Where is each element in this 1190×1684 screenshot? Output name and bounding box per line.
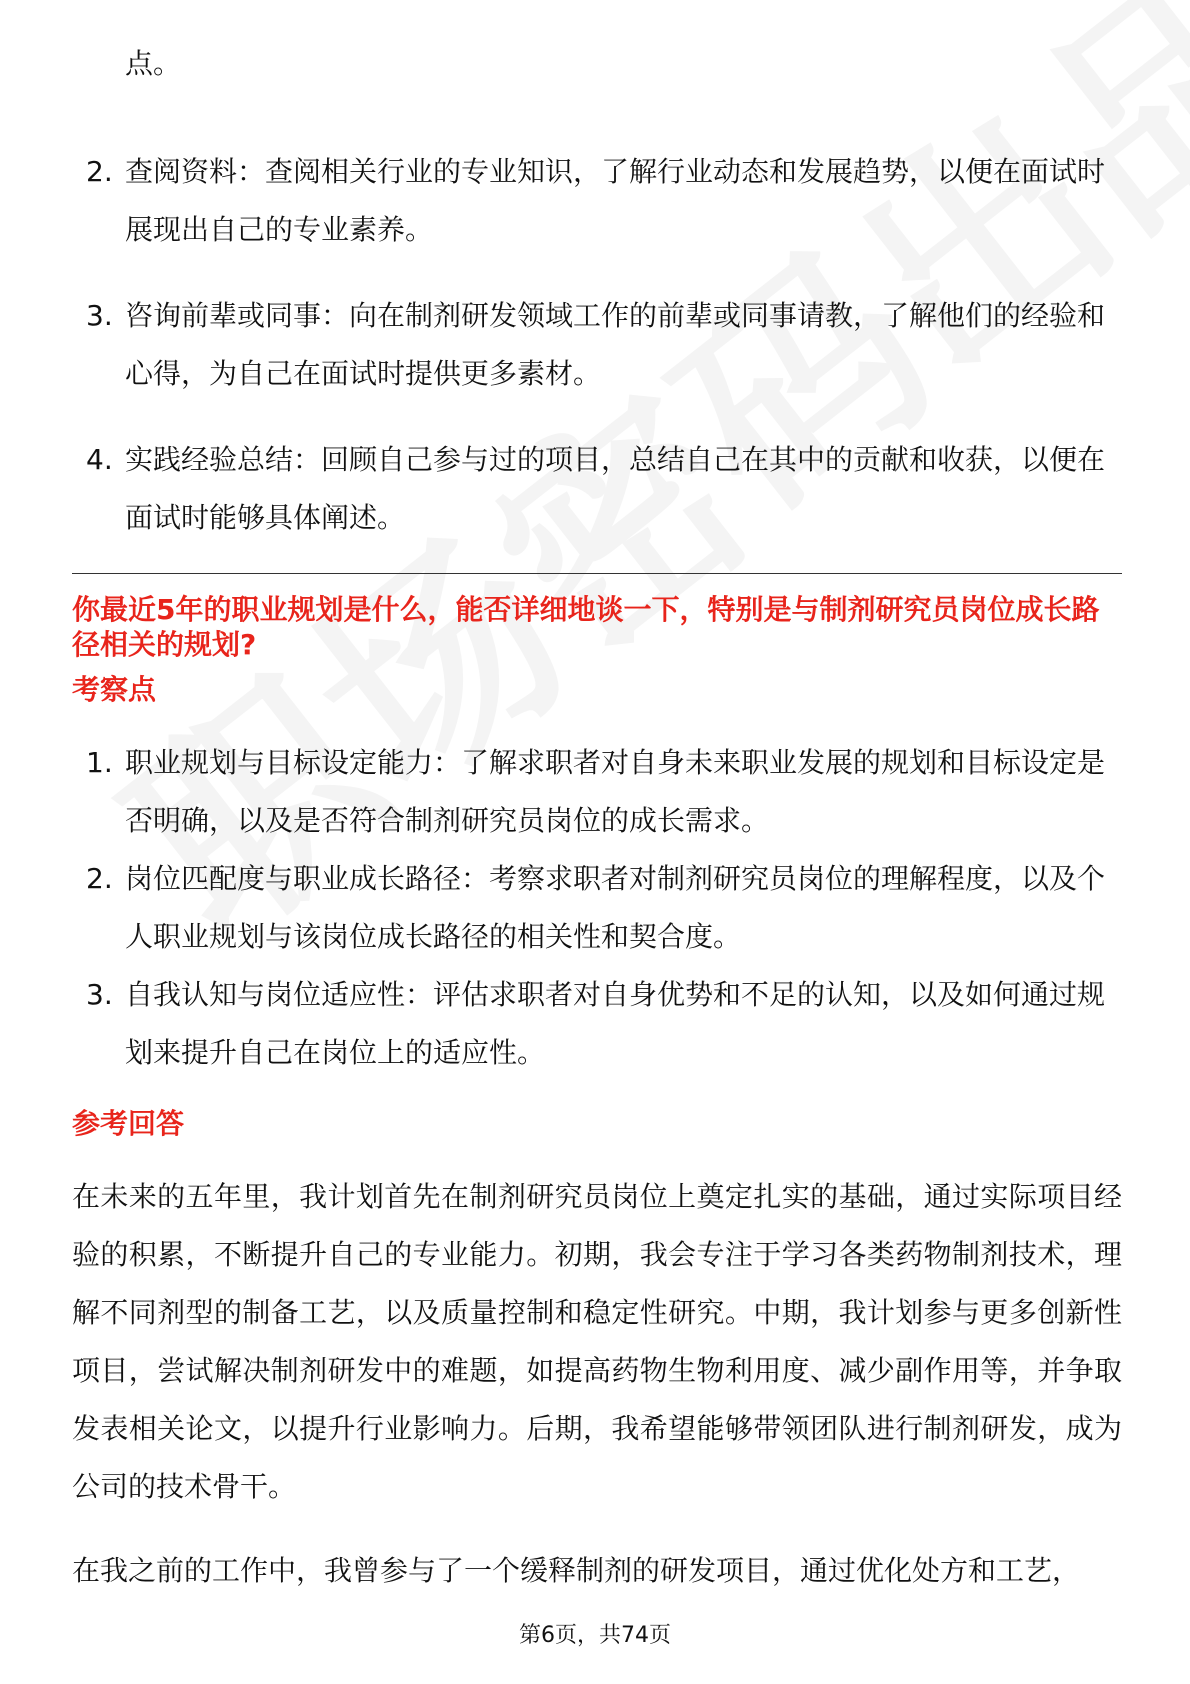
list-item: [72, 143, 1122, 259]
list-text: 岗位匹配度与职业成长路径：考察求职者对制剂研究员岗位的理解程度，以及个人职业规划与该岗位成长路径的相关性和契合度。: [125, 862, 1106, 953]
list-item: [72, 431, 1122, 547]
list-number: 2.: [86, 862, 113, 895]
list-number: 3.: [86, 299, 113, 332]
answer-paragraph: 在我之前的工作中，我曾参与了一个缓释制剂的研发项目，通过优化处方和工艺，: [72, 1554, 1081, 1587]
list-item: [72, 850, 1122, 966]
prep-list: [72, 143, 1122, 547]
list-number: 2.: [86, 155, 113, 188]
reference-answer-label: 参考回答: [72, 1107, 185, 1140]
list-item: [72, 287, 1122, 403]
list-item: [72, 966, 1122, 1082]
list-number: 3.: [86, 978, 113, 1011]
list-item: [72, 734, 1122, 850]
list-number: 1.: [86, 746, 113, 779]
list-text: 查阅资料：查阅相关行业的专业知识，了解行业动态和发展趋势，以便在面试时展现出自己的专业素养。: [125, 155, 1106, 246]
question-heading: 你最近5年的职业规划是什么，能否详细地谈一下，特别是与制剂研究员岗位成长路径相关的规划?: [72, 593, 1100, 661]
list-text: 自我认知与岗位适应性：评估求职者对自身优势和不足的认知，以及如何通过规划来提升自己在岗位上的适应性。: [125, 978, 1106, 1069]
exam-points-list: [72, 734, 1122, 1082]
list-text: 咨询前辈或同事：向在制剂研发领域工作的前辈或同事请教，了解他们的经验和心得，为自己在面试时提供更多素材。: [125, 299, 1106, 390]
page-footer: 第6页，共74页: [519, 1623, 671, 1648]
content: [72, 45, 1122, 1626]
exam-points-label: 考察点: [72, 673, 157, 706]
continuation-text: 点。: [125, 47, 182, 80]
answer-paragraph: 在未来的五年里，我计划首先在制剂研究员岗位上奠定扎实的基础，通过实际项目经验的积累，不断提升自己的专业能力。初期，我会专注于学习各类药物制剂技术，理解不同剂型的制备工艺，以及质量控制和稳定性研究。中期，我计划参与更多创新性项目，尝试解决制剂研发中的难题，如提高药物生物利用度、减少副作用等，并争取发表相关论文，以提升行业影响力。后期，我希望能够带领团队进行制剂研发，成为公司的技术骨干。: [72, 1180, 1122, 1503]
list-number: 4.: [86, 443, 113, 476]
section-divider: [72, 573, 1122, 574]
list-text: 实践经验总结：回顾自己参与过的项目，总结自己在其中的贡献和收获，以便在面试时能够具体阐述。: [125, 443, 1106, 534]
list-text: 职业规划与目标设定能力：了解求职者对自身未来职业发展的规划和目标设定是否明确，以及是否符合制剂研究员岗位的成长需求。: [125, 746, 1106, 837]
